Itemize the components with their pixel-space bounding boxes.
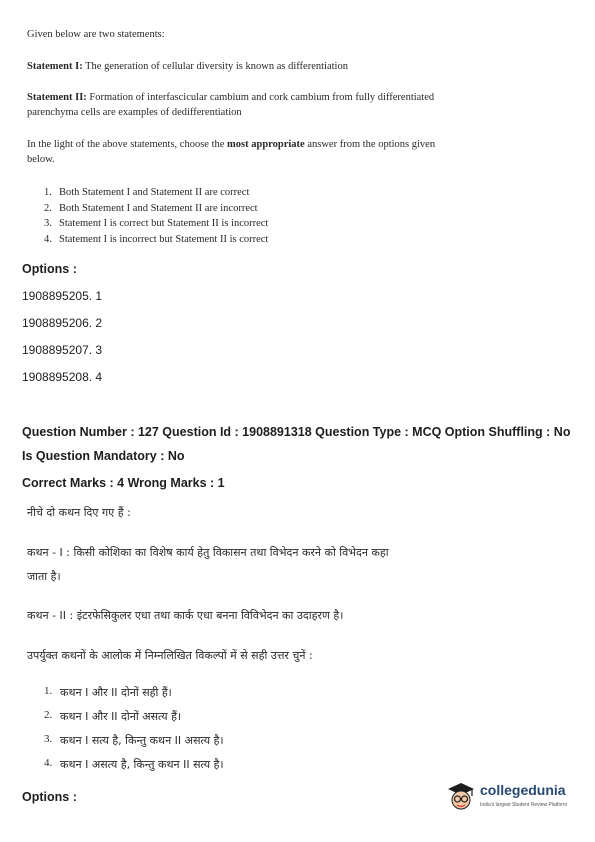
- list-item: [44, 709, 224, 733]
- choice-list: [44, 187, 268, 249]
- collegedunia-logo: [444, 778, 584, 818]
- options-heading: Options :: [22, 262, 77, 276]
- options-heading-2: Options :: [22, 790, 77, 804]
- logo-tagline: India's largest Student Review Platform: [480, 802, 568, 808]
- statement-1: [27, 61, 348, 72]
- statement-1-text: The generation of cellular diversity is known as differentiation: [85, 61, 348, 72]
- choice-text: Both Statement I and Statement II are correct: [59, 187, 250, 198]
- question-meta-line1: Question Number : 127 Question Id : 1908891318 Question Type : MCQ Option Shuffling : No: [22, 425, 571, 439]
- hindi-statement-1: कथन - I : किसी कोशिका का विशेष कार्य हेतु विकासन तथा विभेदन करने को विभेदन कहा: [27, 546, 389, 559]
- instruction-bold: most appropriate: [227, 139, 305, 150]
- hindi-choice-list: [44, 685, 224, 781]
- list-item: [44, 685, 224, 709]
- choice-text: कथन I असत्य है, किन्तु कथन II सत्य है।: [60, 758, 224, 771]
- statement-2: [27, 92, 434, 103]
- instruction-pre: In the light of the above statements, choose the: [27, 139, 225, 150]
- question-intro: Given below are two statements:: [27, 29, 165, 40]
- choice-number: 2.: [44, 709, 53, 721]
- list-item: [44, 733, 224, 757]
- choice-number: 2.: [44, 202, 52, 214]
- choice-number: 4.: [44, 233, 52, 245]
- hindi-instruction: उपर्युक्त कथनों के आलोक में निम्नलिखित विकल्पों में से सही उत्तर चुनें :: [27, 649, 313, 662]
- choice-text: कथन I सत्य है, किन्तु कथन II असत्य है।: [60, 734, 224, 747]
- choice-text: Statement I is correct but Statement II is incorrect: [59, 218, 269, 229]
- choice-text: कथन I और II दोनों असत्य हैं।: [60, 710, 182, 723]
- choice-text: Both Statement I and Statement II are incorrect: [59, 202, 258, 214]
- choice-number: 3.: [44, 733, 53, 745]
- list-item: [44, 234, 268, 250]
- instruction: [27, 139, 435, 150]
- choice-number: 4.: [44, 757, 53, 769]
- question-meta-line3: Correct Marks : 4 Wrong Marks : 1: [22, 476, 225, 490]
- option-id: 1908895205. 1: [22, 289, 103, 303]
- instruction-post: answer from the options given: [307, 139, 436, 150]
- list-item: [44, 218, 268, 234]
- hindi-intro: नीचे दो कथन दिए गए हैं :: [27, 506, 131, 519]
- hindi-statement-1-continued: जाता है।: [27, 570, 61, 583]
- statement-2-text: Formation of interfascicular cambium and cork cambium from fully differentiated: [89, 92, 435, 103]
- choice-number: 1.: [44, 685, 53, 697]
- choice-number: 3.: [44, 218, 52, 229]
- choice-number: 1.: [44, 187, 52, 198]
- choice-text: Statement I is incorrect but Statement II is correct: [59, 233, 269, 245]
- option-id: 1908895207. 3: [22, 343, 103, 357]
- list-item: [44, 757, 224, 781]
- choice-text: कथन I और II दोनों सही हैं।: [60, 686, 172, 699]
- option-id: 1908895208. 4: [22, 370, 103, 384]
- list-item: [44, 203, 268, 219]
- statement-2-continued: parenchyma cells are examples of dedifferentiation: [27, 107, 242, 118]
- question-meta-line2: Is Question Mandatory : No: [22, 449, 185, 463]
- hindi-statement-2: कथन - II : इंटरफेसिकुलर एधा तथा कार्क एधा बनना विविभेदन का उदाहरण है।: [27, 609, 344, 622]
- statement-1-label: Statement I:: [27, 61, 83, 72]
- logo-name: collegedunia: [480, 782, 566, 798]
- option-id: 1908895206. 2: [22, 316, 103, 330]
- list-item: [44, 187, 268, 203]
- statement-2-label: Statement II:: [27, 92, 87, 103]
- graduate-mascot-icon: [444, 780, 478, 814]
- instruction-continued: below.: [27, 154, 55, 165]
